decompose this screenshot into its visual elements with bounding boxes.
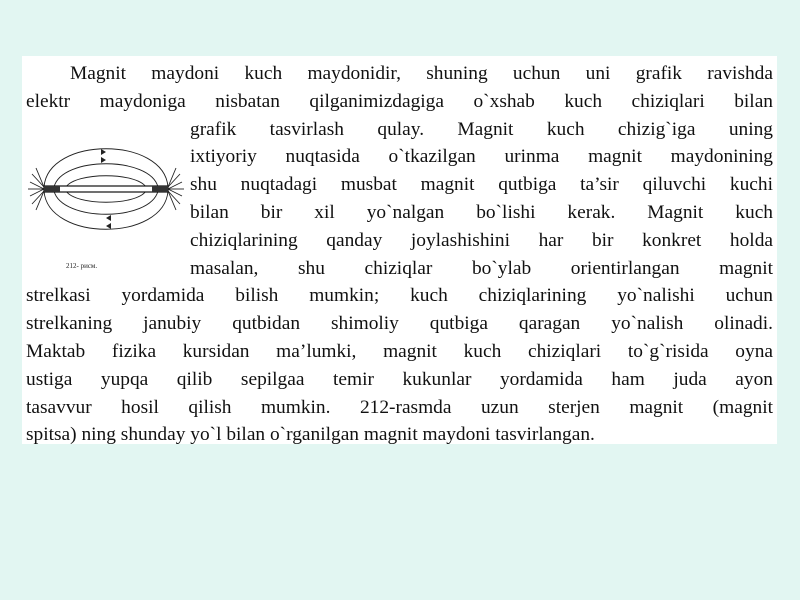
text-line-14: spitsa) ning shunday yo`l bilan o`rganilgan magnit maydoni tasvirlangan. — [26, 424, 595, 446]
text-line-9: strelkasi yordamida bilish mumkin; kuch chiziqlarining yo`nalishi uchun — [26, 285, 773, 307]
text-line-4: ixtiyoriy nuqtasida o`tkazilgan urinma magnit maydonining — [190, 146, 773, 168]
document-page — [22, 56, 777, 444]
text-line-7: chiziqlarining qanday joylashishini har bir konkret holda — [190, 229, 773, 251]
text-line-10: strelkaning janubiy qutbidan shimoliy qutbiga qaragan yo`nalish olinadi. — [26, 313, 773, 335]
text-line-12: ustiga yupqa qilib sepilgaa temir kukunlar yordamida ham juda ayon — [26, 368, 773, 390]
magnet-field-figure — [26, 118, 186, 278]
text-line-5: shu nuqtadagi musbat magnit qutbiga ta’sir qiluvchi kuchi — [190, 174, 773, 196]
text-line-3: grafik tasvirlash qulay. Magnit kuch chizig`iga uning — [190, 118, 773, 140]
text-line-1: Magnit maydoni kuch maydonidir, shuning uchun uni grafik ravishda — [70, 63, 773, 84]
text-line-13: tasavvur hosil qilish mumkin. 212-rasmda uzun sterjen magnit (magnit — [26, 396, 773, 418]
figure-caption: 212- рисм. — [66, 262, 98, 270]
text-line-8: masalan, shu chiziqlar bo`ylab orientirlangan magnit — [190, 257, 773, 279]
text-line-2: elektr maydoniga nisbatan qilganimizdagiga o`xshab kuch chiziqlari bilan — [26, 90, 773, 112]
text-line-6: bilan bir xil yo`nalgan bo`lishi kerak. Magnit kuch — [190, 201, 773, 223]
bar-magnet-field-lines-icon — [26, 118, 186, 278]
text-line-11: Maktab fizika kursidan ma’lumki, magnit kuch chiziqlari to`g`risida oyna — [26, 340, 773, 362]
